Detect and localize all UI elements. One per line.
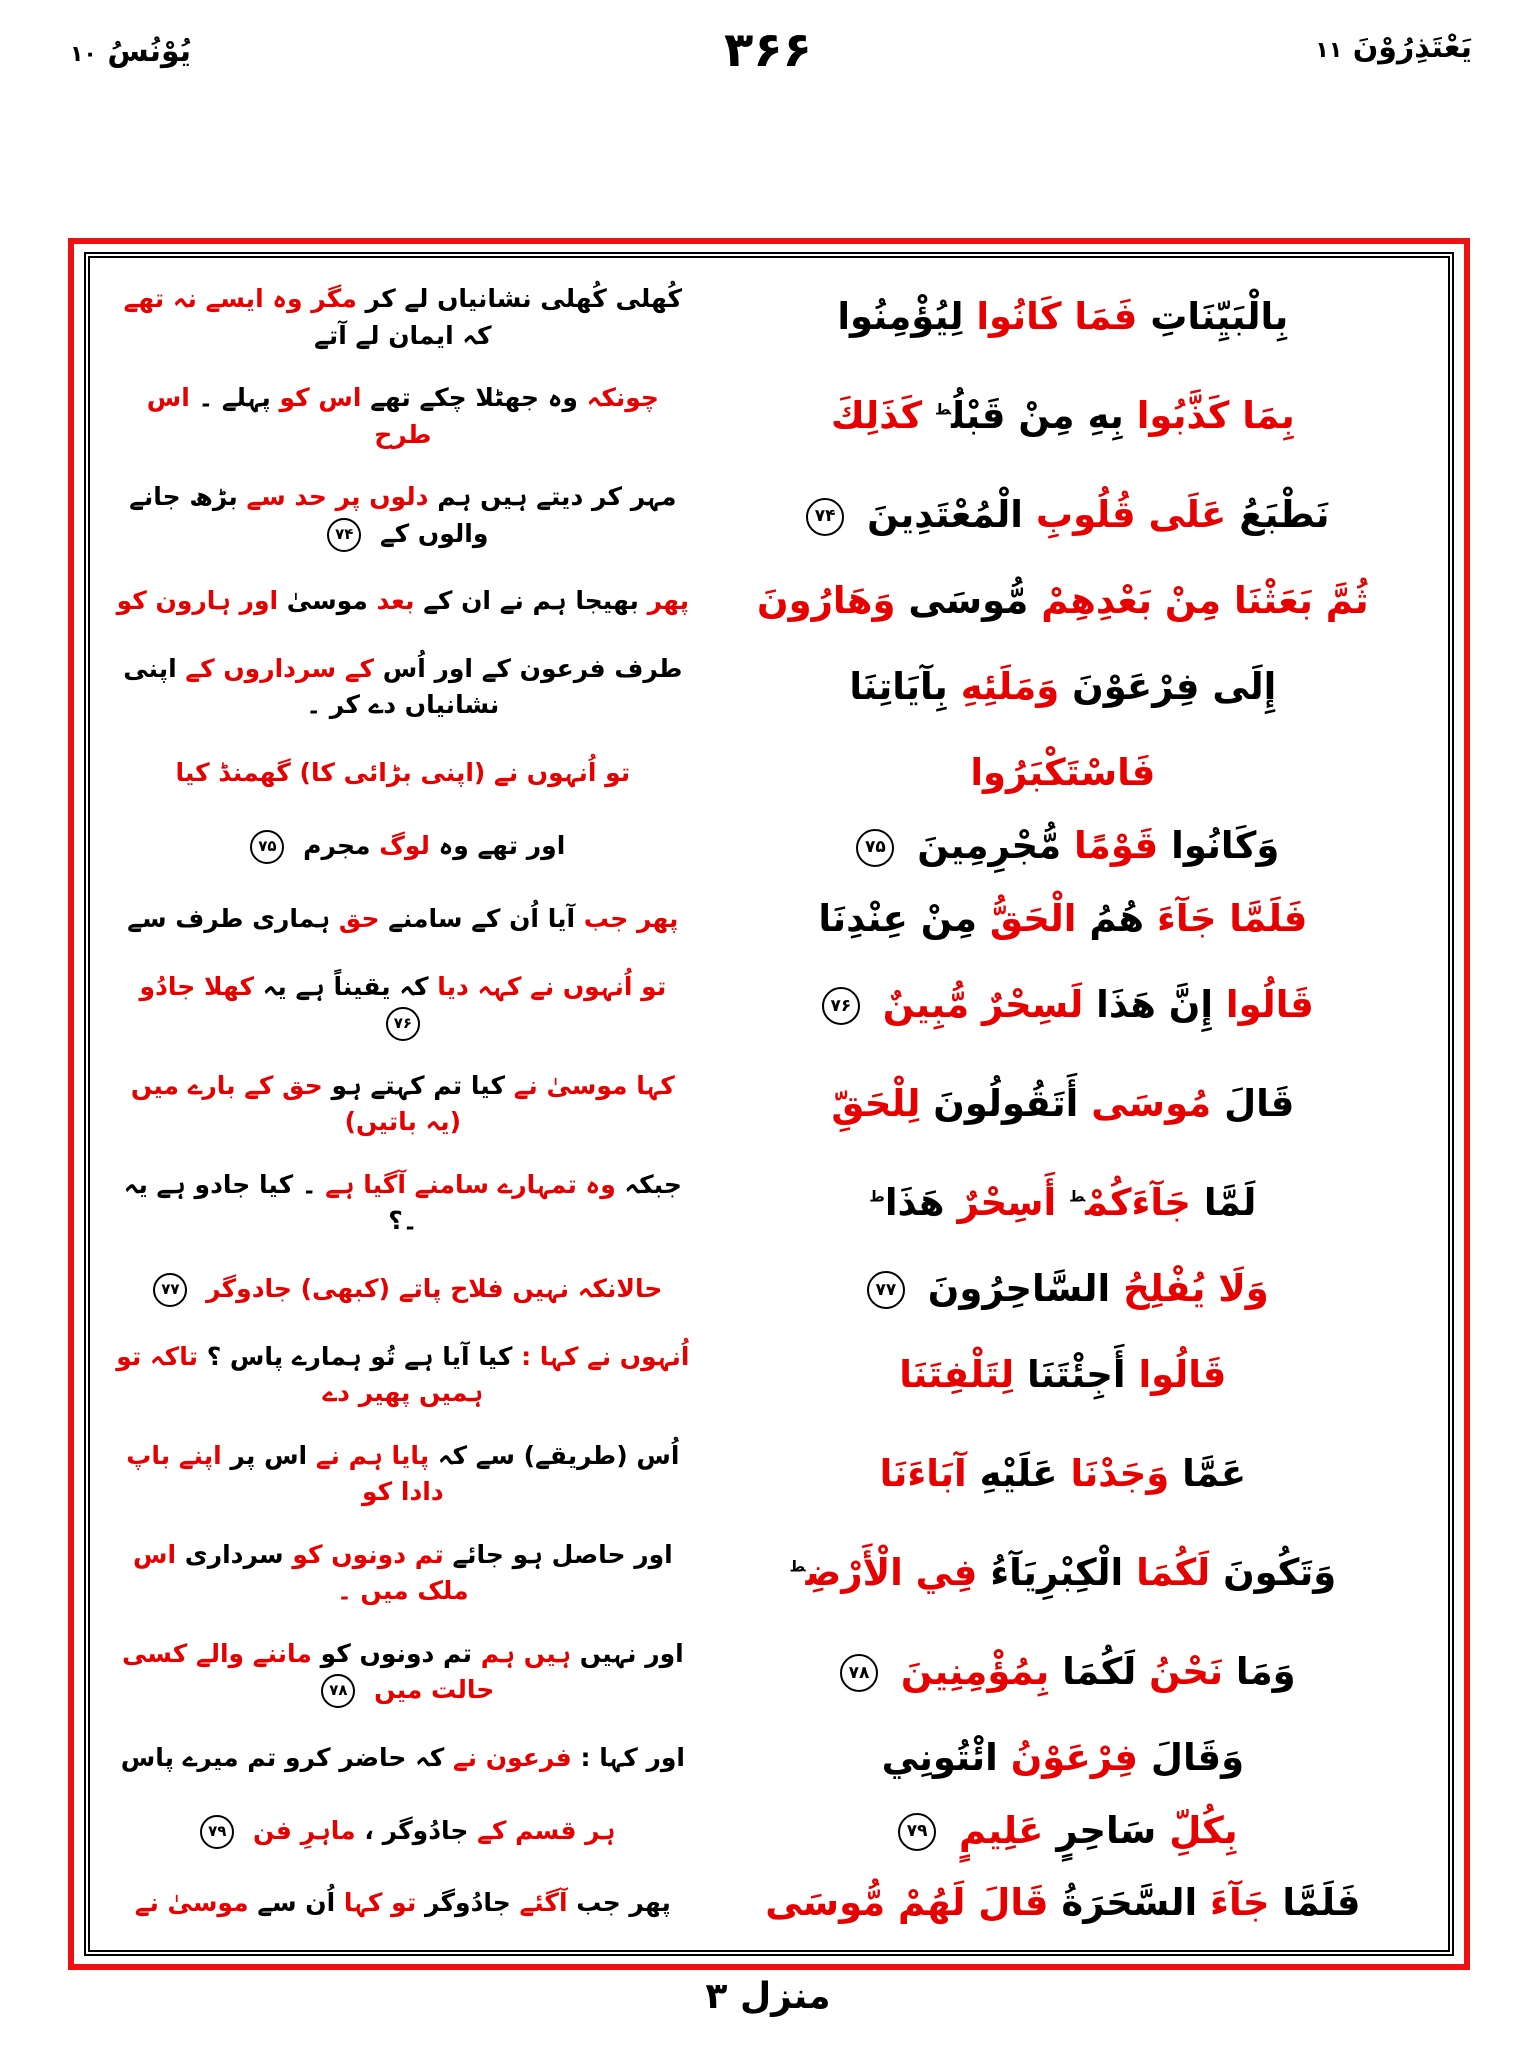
text-segment-red: بِمَا كَذَّبُوا <box>1136 394 1295 438</box>
text-segment-black: وَمَا <box>1235 1649 1296 1693</box>
surah-title <box>70 34 191 69</box>
verse-number-badge: ۷۷ <box>153 1273 187 1307</box>
arabic-line <box>704 982 1422 1028</box>
text-segment-red: اُنہوں نے کہا : <box>521 1341 690 1371</box>
text-segment-red: پایا ہم نے <box>315 1440 430 1470</box>
text-segment-red: قَوْمًا <box>1074 824 1159 868</box>
text-segment-red: الْحَقُّ <box>989 896 1077 940</box>
arabic-line <box>704 896 1422 942</box>
text-segment-red: تو کہا <box>343 1888 417 1918</box>
text-segment-black: پہلے ۔ <box>198 383 271 413</box>
text-segment-black: اور نہیں <box>579 1638 684 1668</box>
verse-number-badge: ۷۸ <box>840 1654 878 1692</box>
text-segment-red: پھر <box>647 586 690 616</box>
text-segment-red: أَسِحْرٌ <box>957 1180 1057 1224</box>
verse-row-6 <box>116 750 1422 796</box>
text-segment-red: عَلَى قُلُوبِ <box>1035 493 1227 537</box>
arabic-line <box>704 578 1422 624</box>
urdu-translation-line <box>116 583 690 619</box>
verse-number-badge: ۷۷ <box>867 1271 905 1309</box>
text-segment-black: بھیجا ہم نے ان کے <box>423 586 639 616</box>
urdu-translation-line <box>116 281 690 354</box>
verse-row-15 <box>116 1537 1422 1610</box>
text-segment-black: وَقَالَ <box>1150 1735 1245 1779</box>
text-segment-red: تم دونوں کو <box>292 1539 444 1569</box>
text-segment-red: لِتَلْفِتَنَا <box>899 1352 1015 1396</box>
urdu-translation-line <box>116 1537 690 1610</box>
arabic-line <box>704 492 1422 538</box>
text-segment-black: جادُوگر ، <box>364 1815 469 1845</box>
text-segment-red: عَلِيمٍ <box>958 1808 1044 1852</box>
text-segment-red: وَمَلَئِهِ <box>960 665 1060 709</box>
pause-mark: ط <box>869 1187 885 1206</box>
text-segment-black: کیا تم کہتے ہو <box>331 1070 506 1100</box>
text-segment-black: الْمُعْتَدِينَ <box>867 493 1023 537</box>
arabic-line <box>704 1266 1422 1312</box>
text-segment-black: وَكَانُوا <box>1171 824 1280 868</box>
text-segment-red: تاکہ تو ہمیں پھیر دے <box>116 1341 484 1407</box>
text-segment-red: قَالُوا <box>1225 982 1314 1026</box>
text-segment-red: حق <box>338 903 380 933</box>
text-segment-black: أَجِئْتَنَا <box>1027 1352 1126 1396</box>
text-segment-red: ہر قسم کے <box>477 1815 616 1845</box>
text-segment-red: جَآءَ <box>1210 1881 1270 1925</box>
text-segment-red: قَالُوا <box>1138 1352 1227 1396</box>
text-segment-black: هُمُ <box>1089 896 1145 940</box>
text-segment-red: کے سرداروں کے <box>185 654 375 684</box>
text-segment-red: تو اُنہوں نے (اپنی بڑائی کا) گھمنڈ کیا <box>175 758 631 788</box>
arabic-line <box>704 1451 1422 1497</box>
text-segment-black: بڑھ جانے والوں کے <box>129 482 489 548</box>
text-segment-red: فرعون نے <box>453 1742 572 1772</box>
arabic-line <box>704 750 1422 796</box>
verse-number-badge: ۷۴ <box>806 498 844 536</box>
verse-row-9 <box>116 969 1422 1042</box>
urdu-translation-line <box>116 755 690 791</box>
text-segment-black: مجرم <box>303 831 371 861</box>
arabic-line <box>704 393 1422 439</box>
arabic-line <box>704 294 1422 340</box>
urdu-translation-line <box>116 828 690 864</box>
text-segment-red: بِمُؤْمِنِينَ <box>900 1649 1050 1693</box>
text-segment-red: قَالَ لَهُمْ مُّوسَى <box>765 1881 1049 1925</box>
text-segment-red: پھر جب <box>583 903 679 933</box>
text-segment-red: بعد <box>376 586 415 616</box>
text-segment-black: لَكُمَا <box>1062 1649 1137 1693</box>
pause-mark: ط <box>789 1557 806 1576</box>
text-segment-black: کُھلی کُھلی نشانیاں لے کر <box>365 284 683 314</box>
arabic-line <box>704 1550 1422 1596</box>
verse-row-5 <box>116 651 1422 724</box>
arabic-line <box>704 1735 1422 1781</box>
verse-number-badge: ۷۵ <box>856 829 894 867</box>
text-segment-black: اُن سے <box>257 1888 336 1918</box>
text-segment-black: سَاحِرٍ <box>1056 1808 1157 1852</box>
text-segment-red: ہیں ہم <box>480 1638 572 1668</box>
text-segment-black: جادُوگر <box>424 1888 511 1918</box>
text-segment-red: حالانکہ نہیں فلاح پاتے (کبھی) جادوگر <box>206 1273 663 1303</box>
text-segment-black: سرداری <box>184 1539 284 1569</box>
text-segment-black: عَلَيْهِ <box>979 1451 1058 1495</box>
text-segment-black: قَالَ <box>1224 1081 1295 1125</box>
text-segment-black: ۔ کیا جادو ہے یہ ۔؟ <box>123 1169 418 1235</box>
text-segment-black: الْكِبْرِيَآءُ <box>990 1550 1124 1594</box>
running-header <box>0 0 1536 120</box>
text-segment-red: لَسِحْرٌ مُّبِينٌ <box>882 982 1084 1026</box>
verse-number-badge: ۷۹ <box>200 1815 234 1849</box>
text-segment-black: وہ جھٹلا چکے تھے <box>370 383 578 413</box>
arabic-line <box>704 1180 1422 1226</box>
text-segment-black: نَطْبَعُ <box>1239 493 1330 537</box>
text-segment-black: هَذَا <box>884 1180 945 1224</box>
text-segment-red: ماہرِ فن <box>253 1815 356 1845</box>
text-segment-red: آگئے <box>519 1888 568 1918</box>
verse-row-3 <box>116 479 1422 552</box>
verse-row-4 <box>116 578 1422 624</box>
text-segment-black: السَّحَرَةُ <box>1061 1881 1198 1925</box>
page-number: ۳۶۶ <box>724 22 812 78</box>
surah-number: ۱۰ <box>70 42 97 67</box>
urdu-translation-line <box>116 1885 690 1921</box>
text-segment-black: عَمَّا <box>1182 1451 1247 1495</box>
text-segment-red: وَجَدْنَا <box>1070 1451 1170 1495</box>
text-segment-red: فَلَمَّا جَآءَ <box>1156 896 1308 940</box>
arabic-line <box>704 1808 1422 1854</box>
surah-title-text: یُوْنُسُ <box>107 34 192 69</box>
verse-number-badge: ۷۶ <box>822 987 860 1025</box>
text-segment-red: لَكُمَا <box>1136 1550 1211 1594</box>
verse-row-16 <box>116 1636 1422 1709</box>
verse-row-11 <box>116 1167 1422 1240</box>
text-segment-red: فِي الْأَرْضِ <box>805 1550 978 1594</box>
arabic-line <box>704 1352 1422 1398</box>
arabic-line <box>704 664 1422 710</box>
arabic-line <box>704 1081 1422 1127</box>
text-segment-black: اُس (طریقے) سے کہ <box>437 1440 680 1470</box>
text-segment-black: مُّوسَى <box>908 579 1029 623</box>
text-segment-black: اور کہا : <box>580 1742 685 1772</box>
verse-number-badge: ۷۵ <box>250 830 284 864</box>
text-segment-black: بِآيَاتِنَا <box>849 665 948 709</box>
text-segment-red: وَلَا يُفْلِحُ <box>1123 1266 1269 1310</box>
pause-mark: ط <box>935 401 952 420</box>
text-segment-red: اس کو <box>279 383 362 413</box>
text-segment-red: تو اُنہوں نے کہہ دیا <box>437 971 667 1001</box>
text-segment-black: مہر کر دیتے ہیں ہم <box>437 482 677 512</box>
text-segment-black: بِهِ مِنْ قَبْلُ <box>951 394 1124 438</box>
arabic-line <box>704 1649 1422 1695</box>
text-segment-black: السَّاحِرُونَ <box>927 1266 1111 1310</box>
text-segment-red: جَآءَكُمْ <box>1085 1180 1191 1224</box>
urdu-translation-line <box>116 479 690 552</box>
text-segment-red: اس طرح <box>146 383 432 449</box>
text-segment-black: إِلَى فِرْعَوْنَ <box>1072 665 1277 709</box>
text-segment-black: موسیٰ <box>286 586 368 616</box>
text-segment-red: چونکہ <box>586 383 659 413</box>
verse-row-1 <box>116 281 1422 354</box>
text-segment-red: آبَاءَنَا <box>879 1451 967 1495</box>
urdu-translation-line <box>116 1438 690 1511</box>
text-segment-black: آیا اُن کے سامنے <box>388 903 576 933</box>
text-segment-black: تم دونوں کو <box>320 1638 473 1668</box>
text-segment-red: وَهَارُونَ <box>757 579 896 623</box>
verse-row-8 <box>116 896 1422 942</box>
text-segment-red: ثُمَّ بَعَثْنَا مِنْ بَعْدِهِمْ <box>1041 579 1369 623</box>
arabic-line <box>704 823 1422 869</box>
text-segment-black: أَتَقُولُونَ <box>933 1081 1079 1125</box>
text-segment-red: مگر وہ ایسے نہ تھے <box>123 284 357 314</box>
text-segment-black: کہ ایمان لے آتے <box>314 320 492 350</box>
urdu-translation-line <box>116 1271 690 1307</box>
text-segment-red: فَمَا كَانُوا <box>976 295 1138 339</box>
text-segment-red: موسیٰ نے <box>134 1888 249 1918</box>
verse-row-7 <box>116 823 1422 869</box>
text-segment-red: کہا موسیٰ نے <box>513 1070 675 1100</box>
page-border-red <box>68 238 1470 1970</box>
text-segment-black: بِالْبَيِّنَاتِ <box>1150 295 1289 339</box>
manzil-footer: منزل ۳ <box>705 1976 831 2017</box>
urdu-translation-line <box>116 651 690 724</box>
juz-number: ۱۱ <box>1315 38 1343 63</box>
urdu-translation-line <box>116 380 690 453</box>
text-segment-black: فَلَمَّا <box>1282 1881 1361 1925</box>
urdu-translation-line <box>116 1740 690 1776</box>
text-segment-black: کیا آیا ہے تُو ہمارے پاس ؟ <box>206 1341 513 1371</box>
verse-number-badge: ۷۴ <box>327 518 361 552</box>
pause-mark: ط <box>1069 1187 1086 1206</box>
verse-row-14 <box>116 1438 1422 1511</box>
text-segment-red: فَاسْتَكْبَرُوا <box>970 751 1156 795</box>
arabic-line <box>704 1880 1422 1926</box>
urdu-translation-line <box>116 1068 690 1141</box>
urdu-translation-line <box>116 1636 690 1709</box>
verse-number-badge: ۷۶ <box>386 1007 420 1041</box>
text-segment-red: لِلْحَقِّ <box>831 1081 921 1125</box>
text-segment-black: اپنی نشانیاں دے کر ۔ <box>123 654 500 720</box>
text-segment-black: لَمَّا <box>1203 1180 1257 1224</box>
text-segment-red: فِرْعَوْنُ <box>1010 1735 1138 1779</box>
text-segment-red: مُوسَى <box>1091 1081 1212 1125</box>
text-segment-red: ماننے والے کسی حالت میں <box>121 1638 495 1704</box>
text-segment-black: وَتَكُونَ <box>1223 1550 1337 1594</box>
text-segment-red: حق کے بارے میں (یہ باتیں) <box>130 1070 462 1136</box>
urdu-translation-line <box>116 901 690 937</box>
text-segment-black: کہ یقیناً ہے یہ <box>262 971 429 1001</box>
text-segment-red: دلوں پر حد سے <box>246 482 429 512</box>
verse-row-17 <box>116 1735 1422 1781</box>
text-segment-black: مِنْ عِنْدِنَا <box>818 896 977 940</box>
verse-number-badge: ۷۹ <box>898 1813 936 1851</box>
text-segment-black: ہماری طرف سے <box>127 903 331 933</box>
text-segment-black: مُّجْرِمِينَ <box>917 824 1062 868</box>
text-segment-red: اس ملک میں ۔ <box>132 1539 469 1605</box>
text-segment-black: طرف فرعون کے اور اُس <box>382 654 683 684</box>
text-segment-red: کھلا جادُو <box>139 971 254 1001</box>
text-segment-black: کہ حاضر کرو تم میرے پاس <box>120 1742 445 1772</box>
text-segment-red: كَذَلِكَ <box>830 394 923 438</box>
text-segment-black: اس پر <box>230 1440 308 1470</box>
text-segment-red: وہ تمہارے سامنے آگیا ہے <box>325 1169 616 1199</box>
urdu-translation-line <box>116 969 690 1042</box>
text-segment-black: اور حاصل ہو جائے <box>452 1539 673 1569</box>
verse-number-badge: ۷۸ <box>321 1674 355 1708</box>
verse-row-12 <box>116 1266 1422 1312</box>
text-segment-black: اور تھے وہ <box>438 831 566 861</box>
text-segment-red: لوگ <box>379 831 430 861</box>
text-segment-red: اور ہارون کو <box>116 586 279 616</box>
verse-row-19 <box>116 1880 1422 1926</box>
page-border-black verse-rows-container <box>84 252 1454 1956</box>
text-segment-black: إِنَّ هَذَا <box>1096 982 1214 1026</box>
verse-row-18 <box>116 1808 1422 1854</box>
text-segment-black: پھر جب <box>576 1888 671 1918</box>
text-segment-black: لِيُؤْمِنُوا <box>837 295 964 339</box>
juz-title-text: یَعْتَذِرُوْنَ <box>1352 30 1472 65</box>
text-segment-black: جبکہ <box>624 1169 682 1199</box>
urdu-translation-line <box>116 1813 690 1849</box>
verse-row-10 <box>116 1068 1422 1141</box>
text-segment-black: ائْتُونِي <box>881 1735 998 1779</box>
text-segment-red: اپنے باپ دادا کو <box>126 1440 444 1506</box>
verse-row-2 <box>116 380 1422 453</box>
text-segment-red: بِكُلِّ <box>1169 1808 1238 1852</box>
text-segment-red: نَحْنُ <box>1149 1649 1223 1693</box>
urdu-translation-line <box>116 1339 690 1412</box>
urdu-translation-line <box>116 1167 690 1240</box>
verse-row-13 <box>116 1339 1422 1412</box>
